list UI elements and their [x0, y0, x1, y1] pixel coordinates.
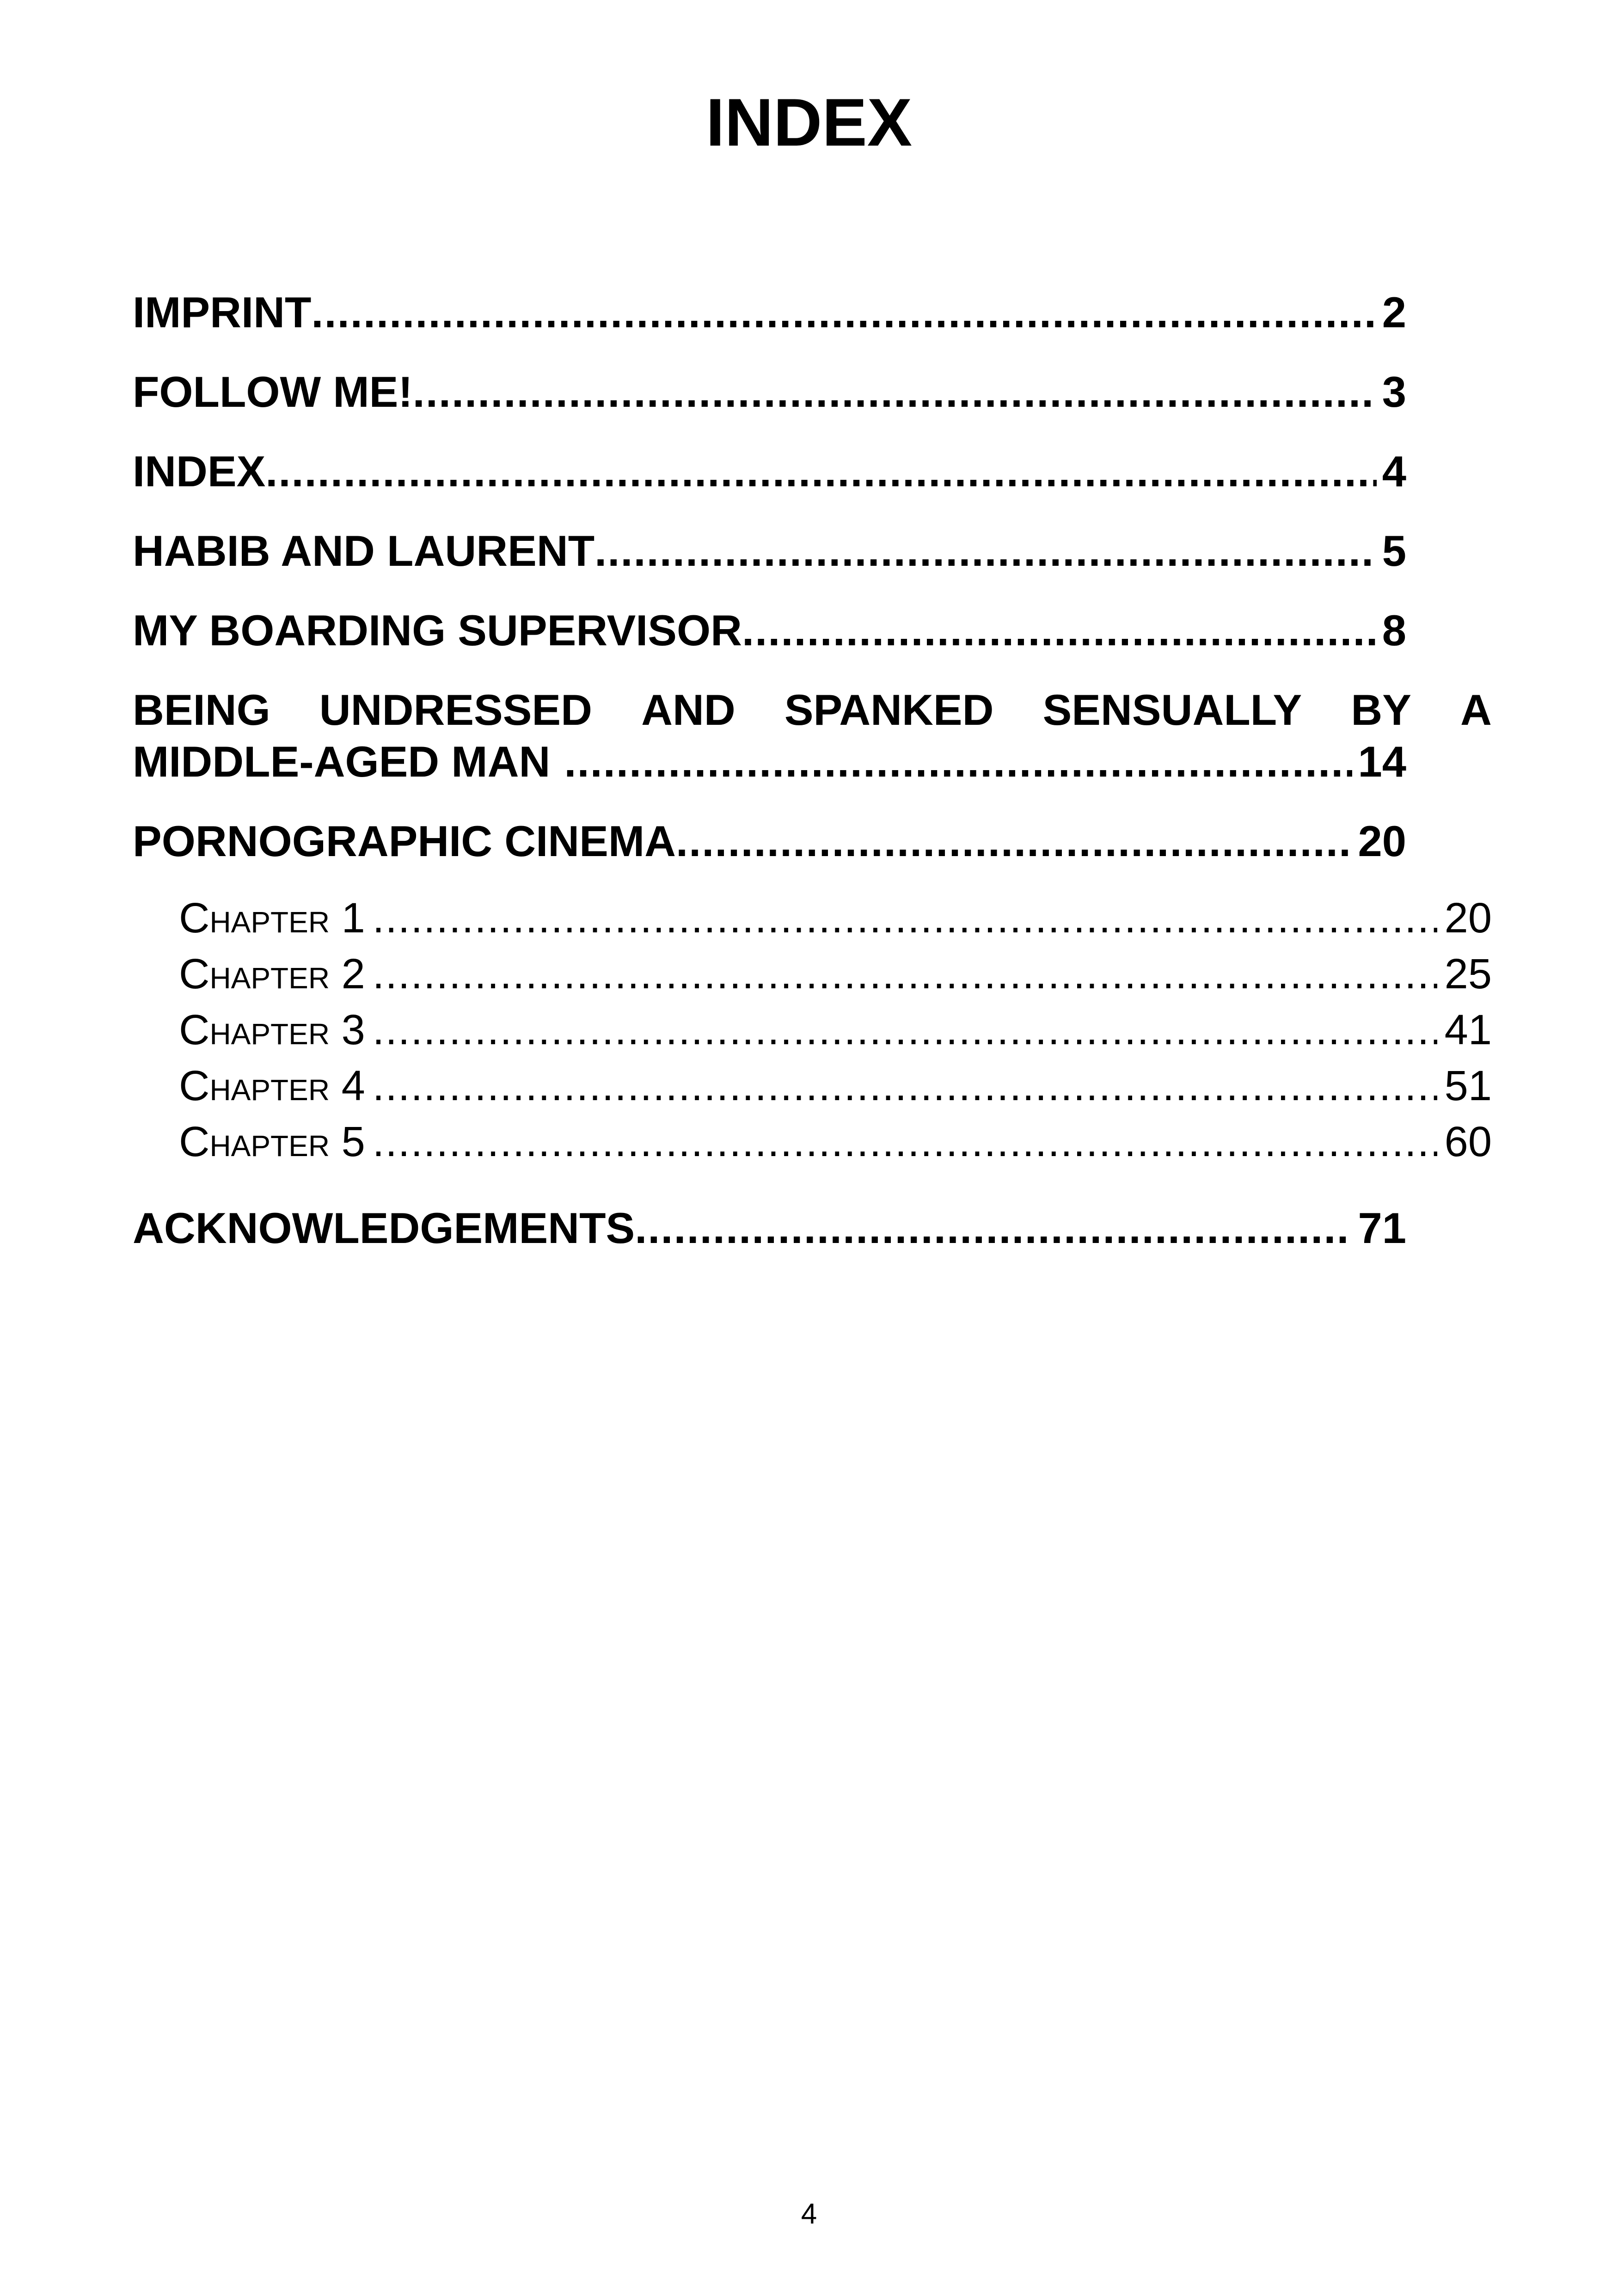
toc-entry-follow-me[interactable] — [133, 366, 1406, 418]
dot-leader — [742, 605, 1377, 656]
toc-entry-my-boarding-supervisor[interactable] — [133, 605, 1406, 656]
toc-entry-imprint[interactable] — [133, 287, 1406, 338]
toc-entry-word: A — [1460, 686, 1492, 734]
toc-entry-acknowledgements[interactable] — [133, 1202, 1406, 1254]
toc-entry-label-line-2 — [133, 736, 1406, 788]
dot-leader — [265, 446, 1376, 497]
toc-subentry-page: 60 — [1444, 1118, 1492, 1165]
toc-entry-word: AND — [641, 686, 735, 734]
toc-entry-page: 20 — [1358, 817, 1406, 865]
toc-entry-label: PORNOGRAPHIC CINEMA — [133, 817, 676, 865]
toc-subentry-chapter-3[interactable] — [179, 1002, 1492, 1058]
toc-subentry-label: Chapter 3 — [179, 1006, 365, 1053]
toc-entry-word: BEING — [133, 686, 270, 734]
toc-entry-pornographic-cinema[interactable] — [133, 815, 1406, 867]
toc-subentry-chapter-1[interactable] — [179, 890, 1492, 946]
toc-entry-word: BY — [1351, 686, 1411, 734]
toc-subentry-label: Chapter 1 — [179, 894, 365, 942]
toc-entry-habib-and-laurent[interactable] — [133, 525, 1406, 577]
toc-entry-label: MY BOARDING SUPERVISOR — [133, 606, 742, 655]
dot-leader — [365, 890, 1437, 946]
toc-entry-page: 71 — [1358, 1204, 1406, 1252]
toc-subentry-label: Chapter 2 — [179, 950, 365, 998]
toc-entry-label: ACKNOWLEDGEMENTS — [133, 1204, 635, 1252]
toc-entry-label: HABIB AND LAURENT — [133, 527, 595, 575]
dot-leader — [365, 1114, 1437, 1170]
table-of-contents — [133, 287, 1492, 1282]
dot-leader — [676, 815, 1352, 867]
toc-subentry-chapter-5[interactable] — [179, 1114, 1492, 1170]
toc-entry-page: 3 — [1382, 367, 1406, 416]
toc-entry-word: SENSUALLY — [1042, 686, 1302, 734]
toc-entry-being-undressed[interactable] — [133, 684, 1492, 788]
toc-entry-word: SPANKED — [784, 686, 994, 734]
dot-leader — [594, 525, 1377, 577]
toc-entry-index[interactable] — [133, 446, 1406, 497]
dot-leader — [413, 366, 1377, 418]
toc-entry-page: 2 — [1382, 288, 1406, 337]
toc-entry-page: 5 — [1382, 527, 1406, 575]
toc-entry-label: IMPRINT — [133, 288, 312, 337]
footer-page-number: 4 — [801, 2198, 817, 2230]
toc-subentry-page: 20 — [1444, 894, 1492, 942]
page-title: INDEX — [705, 85, 913, 160]
toc-subentry-page: 25 — [1444, 950, 1492, 998]
toc-subentry-label: Chapter 5 — [179, 1118, 365, 1165]
dot-leader — [550, 736, 1352, 788]
dot-leader — [635, 1202, 1352, 1254]
chapter-list — [179, 890, 1492, 1170]
dot-leader — [365, 1058, 1437, 1114]
toc-entry-label: INDEX — [133, 447, 266, 496]
toc-entry-page: 14 — [1358, 737, 1406, 786]
toc-entry-page: 8 — [1382, 606, 1406, 655]
toc-entry-page: 4 — [1382, 447, 1406, 496]
toc-subentry-label: Chapter 4 — [179, 1062, 365, 1109]
toc-subentry-chapter-2[interactable] — [179, 946, 1492, 1002]
dot-leader — [365, 946, 1437, 1002]
dot-leader — [311, 287, 1376, 338]
toc-entry-label: FOLLOW ME! — [133, 367, 413, 416]
toc-entry-label: MIDDLE-AGED MAN — [133, 737, 551, 786]
dot-leader — [365, 1002, 1437, 1058]
toc-subentry-page: 51 — [1444, 1062, 1492, 1109]
toc-entry-label-line-1 — [133, 684, 1492, 736]
toc-subentry-chapter-4[interactable] — [179, 1058, 1492, 1114]
toc-entry-word: UNDRESSED — [319, 686, 593, 734]
toc-subentry-page: 41 — [1444, 1006, 1492, 1053]
